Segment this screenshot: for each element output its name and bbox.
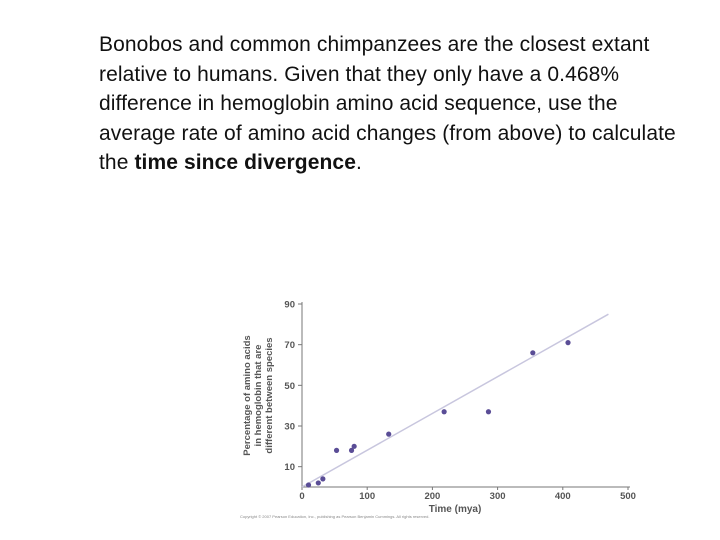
copyright-text: Copyright © 2007 Pearson Education, Inc., publishing as Pearson Benjamin Cummings. All rights reserved. (240, 514, 430, 519)
y-axis-label-line: Percentage of amino acids (242, 335, 253, 456)
data-points (306, 340, 571, 488)
x-axis-ticks (299, 487, 636, 502)
data-point (334, 448, 339, 453)
x-tick-label: 100 (359, 491, 376, 502)
trendline (302, 314, 608, 487)
data-point (386, 432, 391, 437)
question-text (99, 30, 699, 178)
question-end: . (355, 151, 362, 174)
data-point (320, 476, 325, 481)
data-point (486, 409, 491, 414)
x-tick-label: 400 (554, 491, 571, 502)
x-tick-label: 200 (424, 491, 441, 502)
data-point (565, 340, 570, 345)
x-tick-label: 0 (299, 491, 305, 502)
question-body: Bonobos and common chimpanzees are the closest extant relative to humans. Given that they only have a 0.468% difference in hemoglobin amino acid sequence, use the average rate of amino acid changes (from above) to calculate the (99, 33, 676, 174)
x-tick-label: 500 (620, 491, 636, 502)
y-axis-ticks (284, 300, 302, 474)
divergence-scatter-chart (230, 292, 650, 522)
y-axis-label-group (242, 335, 275, 455)
y-tick-label: 90 (284, 299, 295, 311)
y-tick-label: 30 (284, 421, 295, 433)
data-point (306, 482, 311, 487)
x-axis-label: Time (mya) (428, 504, 482, 515)
data-point (352, 444, 357, 449)
question-emphasis: time since divergence (134, 151, 356, 174)
y-axis-label-line: different between species (264, 337, 275, 454)
y-tick-label: 70 (284, 340, 295, 352)
data-point (442, 409, 447, 414)
x-tick-label: 300 (489, 491, 506, 502)
y-axis-label-line: in hemoglobin that are (253, 344, 264, 447)
y-tick-label: 10 (284, 462, 295, 474)
data-point (530, 350, 535, 355)
y-tick-label: 50 (284, 380, 295, 392)
data-point (316, 480, 321, 485)
